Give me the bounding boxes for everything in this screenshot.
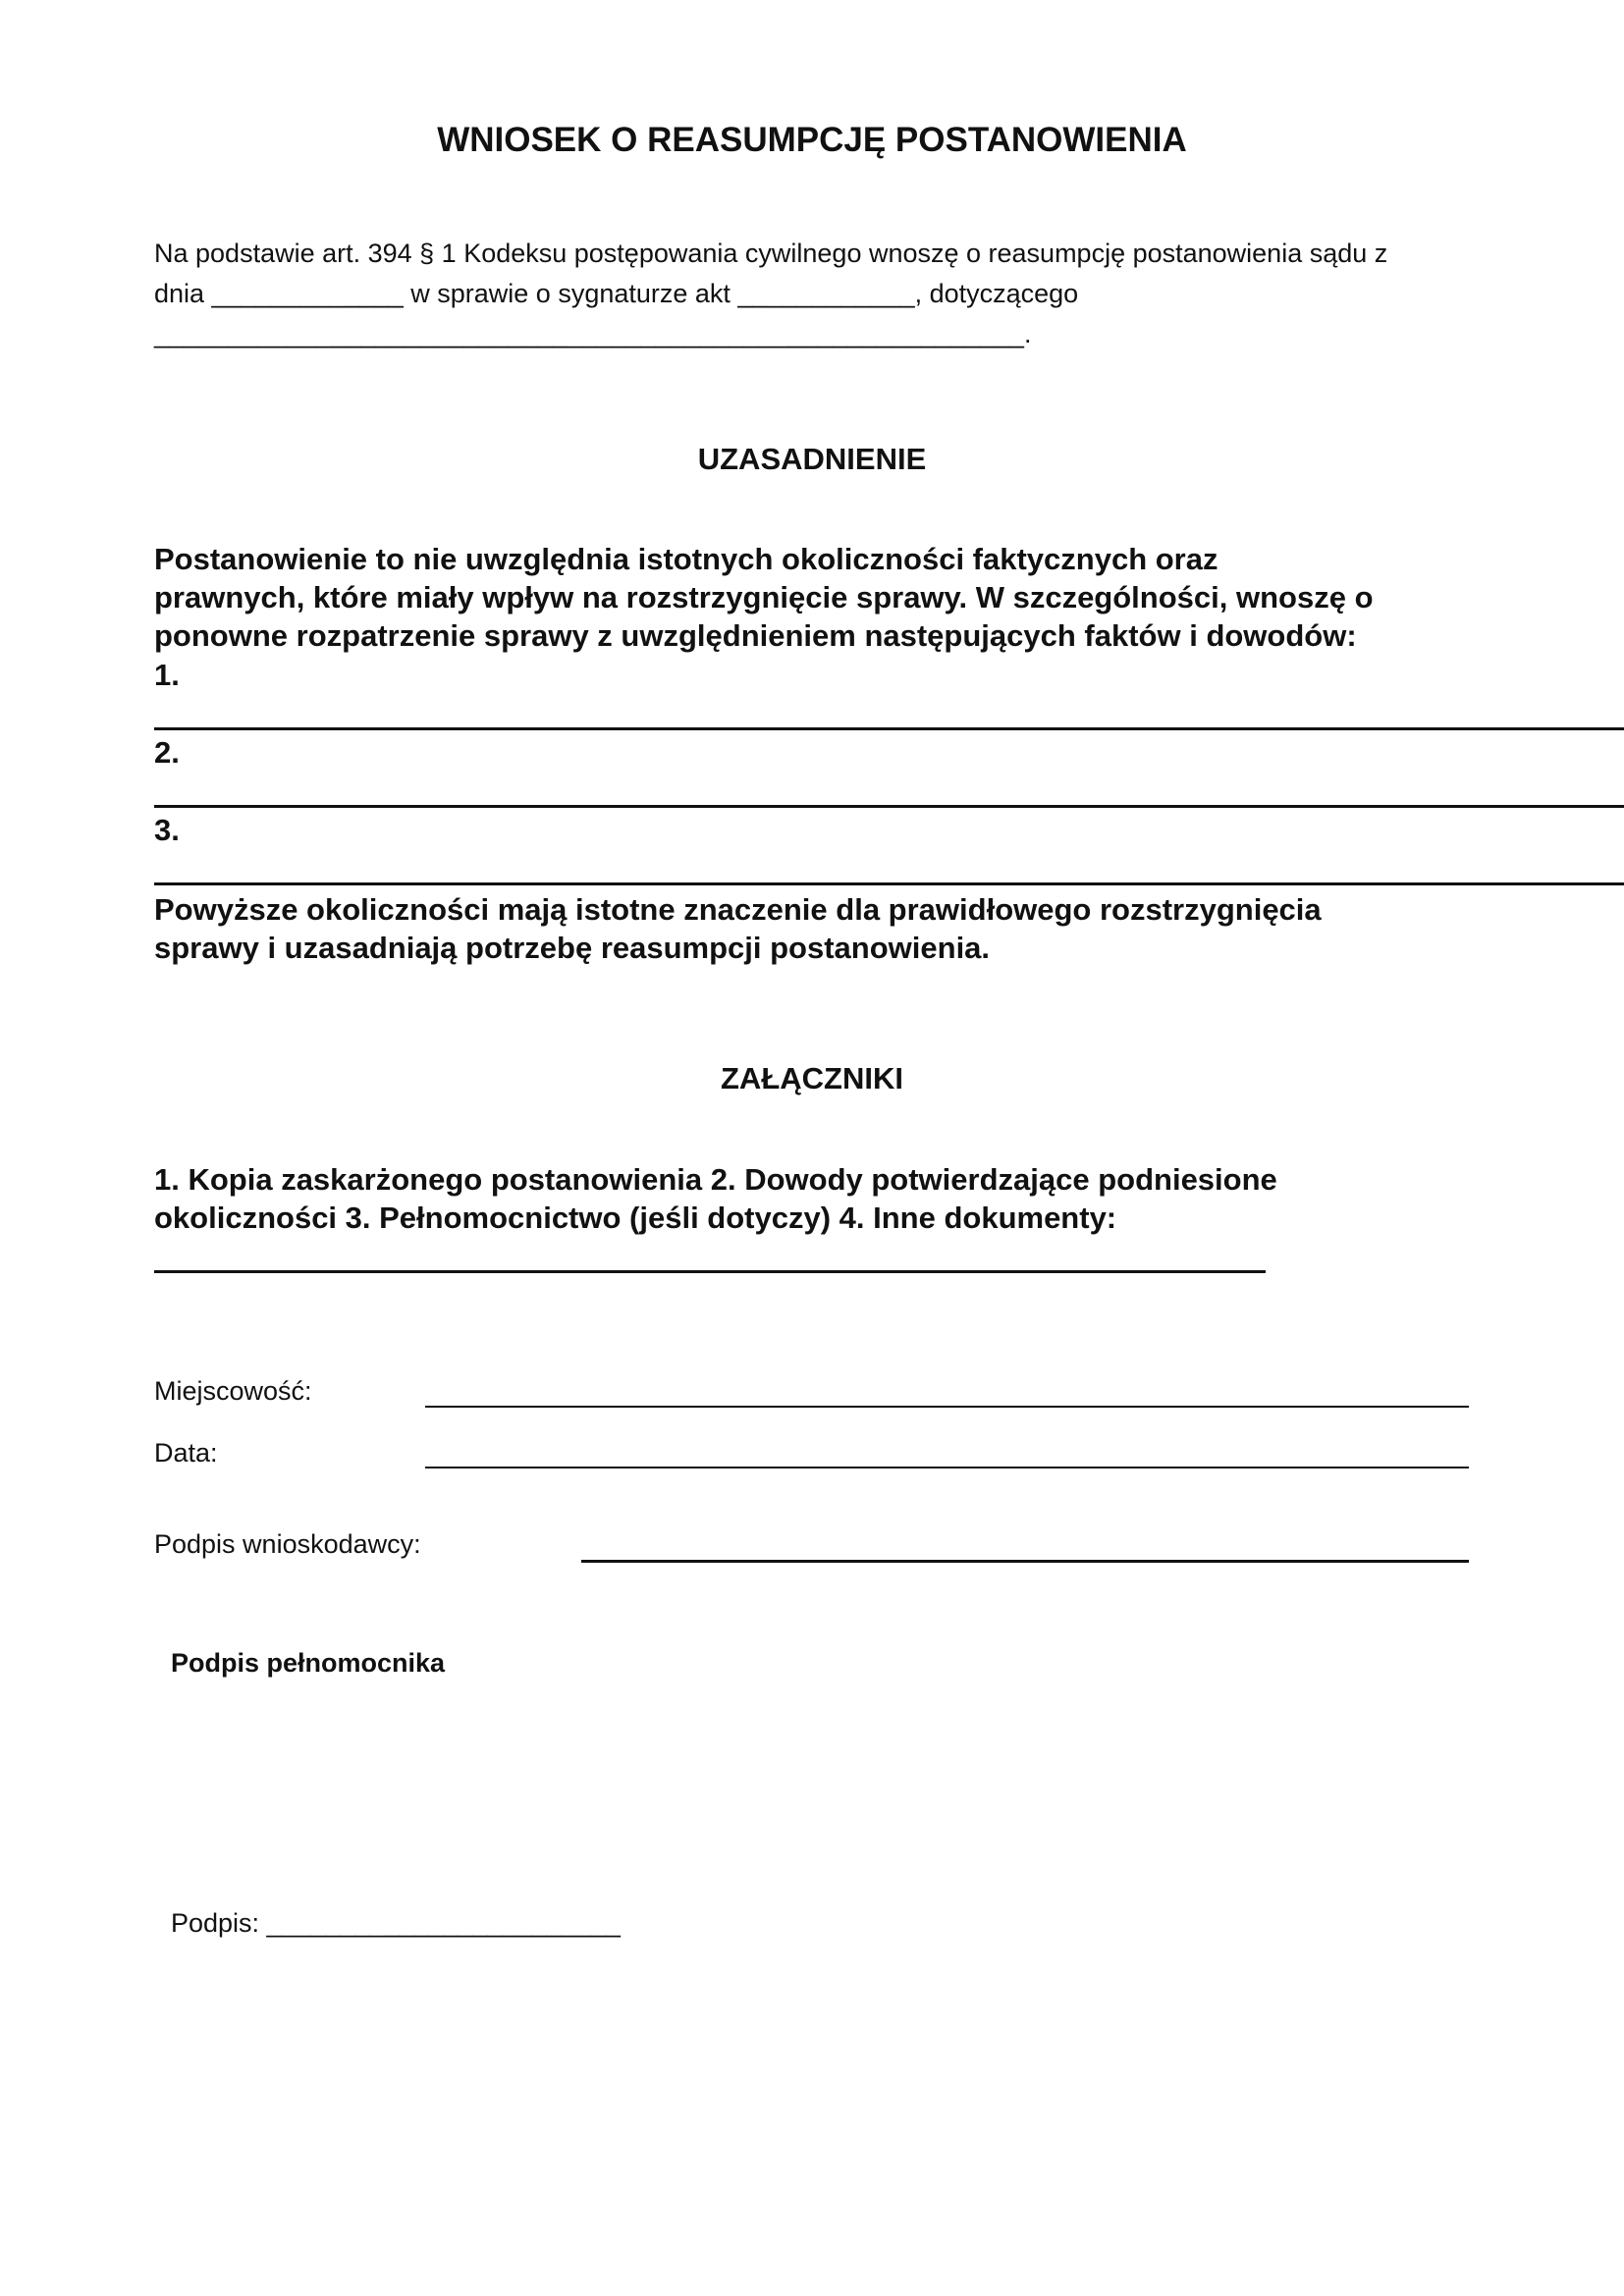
list-item-3-number: 3. [154,813,180,847]
list-item-2-number: 2. [154,735,180,770]
attachments-paragraph [154,1160,1277,1237]
attachments-line-1: 1. Kopia zaskarżonego postanowienia 2. Dowody potwierdzające podniesione [154,1162,1277,1197]
justification-line-2: prawnych, które miały wpływ na rozstrzygnięcie sprawy. W szczególności, wnoszę o [154,580,1374,614]
list-item-3-line [154,882,1624,885]
attachments-heading: ZAŁĄCZNIKI [721,1061,903,1095]
applicant-signature-line [581,1560,1469,1563]
proxy-signature-label: Podpis pełnomocnika [171,1648,446,1678]
intro-line-2: dnia _____________ w sprawie o sygnaturze akt ____________, dotyczącego [154,279,1079,308]
proxy-signature-line: Podpis: ________________________ [171,1908,621,1938]
place-field-line [425,1406,1469,1408]
closing-line-2: sprawy i uzasadniają potrzebę reasumpcji postanowienia. [154,931,991,965]
justification-heading: UZASADNIENIE [697,442,927,476]
document-title: WNIOSEK O REASUMPCJĘ POSTANOWIENIA [437,121,1187,159]
place-label: Miejscowość: [154,1376,312,1406]
justification-paragraph [154,540,1374,655]
list-item-1-line [154,727,1624,730]
intro-line-1: Na podstawie art. 394 § 1 Kodeksu postępowania cywilnego wnoszę o reasumpcję postanowienia sądu z [154,239,1388,268]
intro-paragraph [154,234,1529,354]
attachments-line-2: okoliczności 3. Pełnomocnictwo (jeśli dotyczy) 4. Inne dokumenty: [154,1201,1117,1235]
justification-line-1: Postanowienie to nie uwzględnia istotnych okoliczności faktycznych oraz [154,542,1218,576]
intro-line-3: ___________________________________________________________. [154,319,1032,348]
attachments-other-line [154,1270,1266,1273]
date-field-line [425,1467,1469,1468]
justification-line-3: ponowne rozpatrzenie sprawy z uwzględnieniem następujących faktów i dowodów: [154,618,1357,653]
applicant-signature-label: Podpis wnioskodawcy: [154,1529,421,1559]
justification-closing [154,890,1322,967]
list-item-2-line [154,805,1624,808]
date-label: Data: [154,1438,218,1468]
closing-line-1: Powyższe okoliczności mają istotne znaczenie dla prawidłowego rozstrzygnięcia [154,892,1322,927]
list-item-1-number: 1. [154,658,180,692]
